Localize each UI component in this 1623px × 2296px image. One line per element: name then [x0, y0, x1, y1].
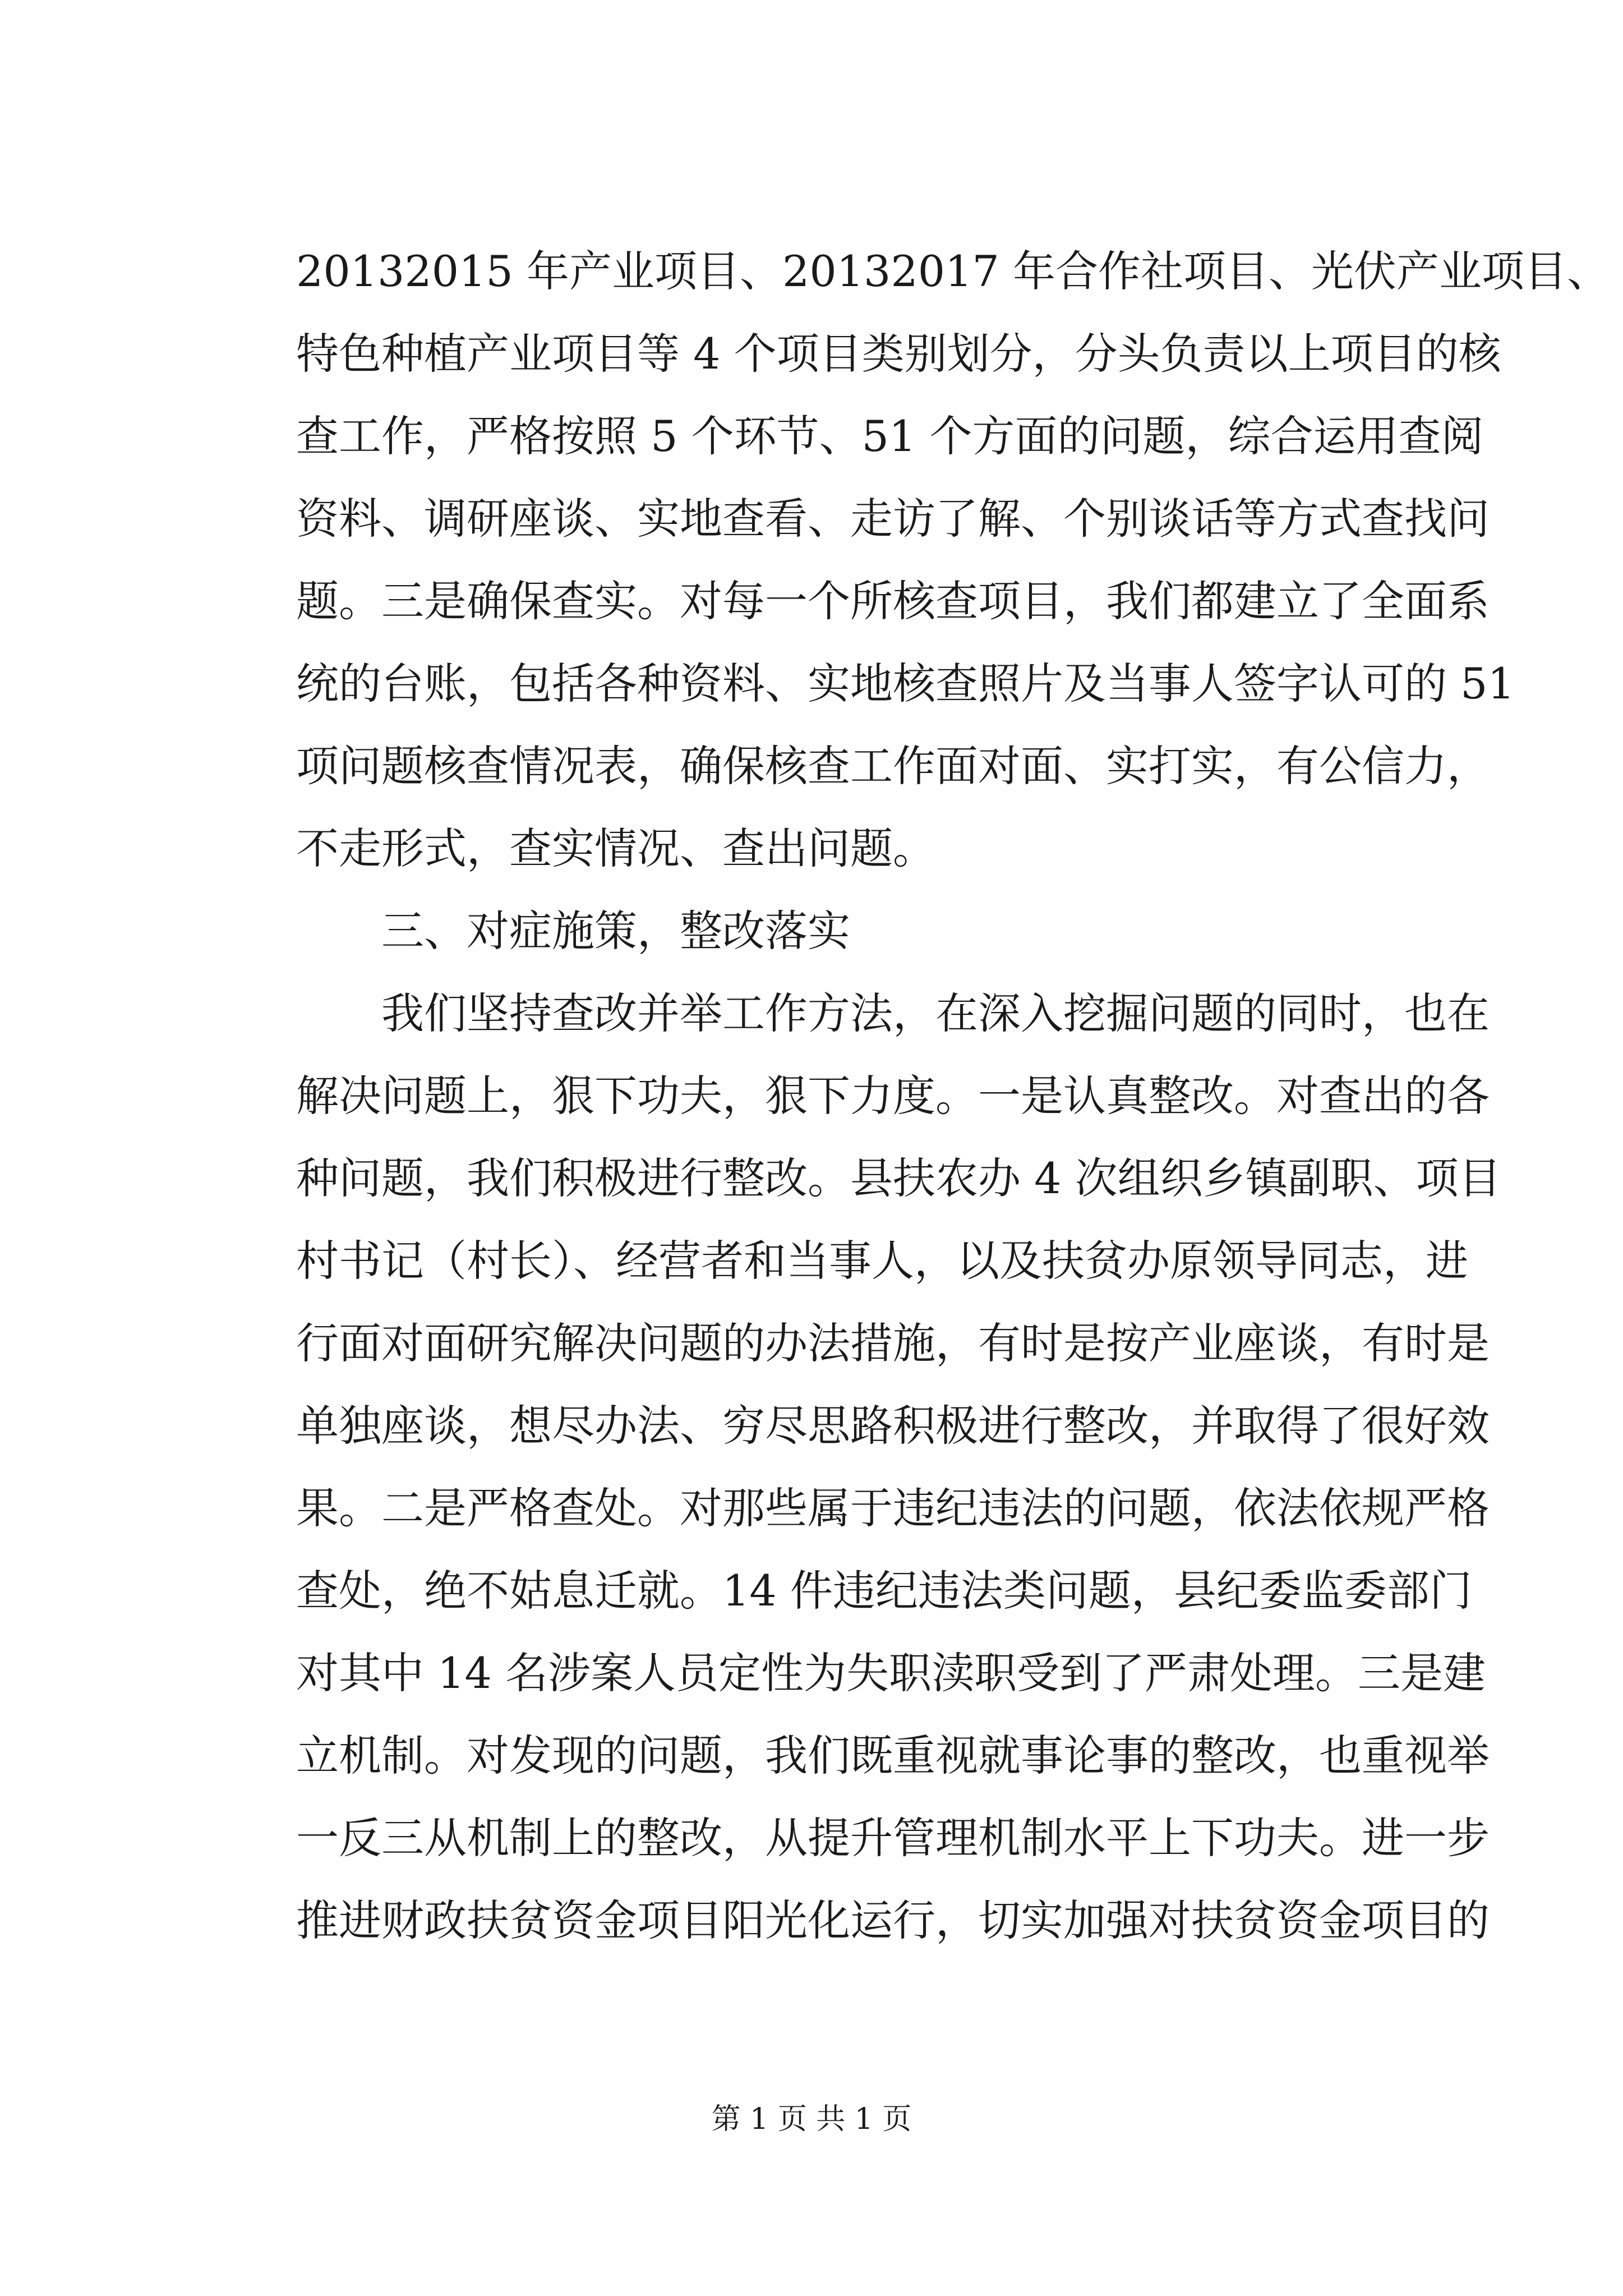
text-line-12: 种问题，我们积极进行整改。县扶农办 4 次组织乡镇副职、项目 — [296, 1153, 1501, 1203]
text-line-17: 查处，绝不姑息迁就。14 件违纪违法类问题，县纪委监委部门 — [296, 1566, 1472, 1616]
text-line-1: 20132015 年产业项目、20132017 年合作社项目、光伏产业项目、 — [296, 246, 1610, 296]
text-line-13: 村书记（村长）、经营者和当事人，以及扶贫办原领导同志，进 — [296, 1236, 1468, 1286]
text-line-2: 特色种植产业项目等 4 个项目类别划分，分头负责以上项目的核 — [296, 329, 1501, 379]
text-line-5: 题。三是确保查实。对每一个所核查项目，我们都建立了全面系 — [296, 576, 1490, 626]
text-line-6: 统的台账，包括各种资料、实地核查照片及当事人签字认可的 51 — [296, 659, 1515, 708]
text-line-14: 行面对面研究解决问题的办法措施，有时是按产业座谈，有时是 — [296, 1318, 1490, 1368]
text-line-7: 项问题核查情况表，确保核查工作面对面、实打实，有公信力， — [296, 741, 1490, 791]
text-line-21: 推进财政扶贫资金项目阳光化运行，切实加强对扶贫资金项目的 — [296, 1895, 1490, 1945]
text-line-8: 不走形式，查实情况、查出问题。 — [296, 823, 935, 873]
text-line-16: 果。二是严格查处。对那些属于违纪违法的问题，依法依规严格 — [296, 1483, 1490, 1533]
text-line-4: 资料、调研座谈、实地查看、走访了解、个别谈话等方式查找问 — [296, 494, 1490, 544]
page-footer — [0, 2097, 1623, 2142]
text-line-19: 立机制。对发现的问题，我们既重视就事论事的整改，也重视举 — [296, 1731, 1490, 1780]
text-line-18: 对其中 14 名涉案人员定性为失职渎职受到了严肃处理。三是建 — [296, 1648, 1486, 1698]
document-body — [296, 230, 1610, 1962]
text-line-15: 单独座谈，想尽办法、穷尽思路积极进行整改，并取得了很好效 — [296, 1401, 1490, 1451]
text-line-3: 查工作，严格按照 5 个环节、51 个方面的问题，综合运用查阅 — [296, 411, 1484, 461]
text-line-20: 一反三从机制上的整改，从提升管理机制水平上下功夫。进一步 — [296, 1813, 1490, 1863]
section-heading: 三、对症施策，整改落实 — [381, 906, 850, 956]
text-line-11: 解决问题上，狠下功夫，狠下力度。一是认真整改。对查出的各 — [296, 1071, 1490, 1121]
page-number-label: 第 1 页 共 1 页 — [711, 2102, 912, 2136]
text-line-10: 我们坚持查改并举工作方法，在深入挖掘问题的同时，也在 — [381, 988, 1490, 1038]
